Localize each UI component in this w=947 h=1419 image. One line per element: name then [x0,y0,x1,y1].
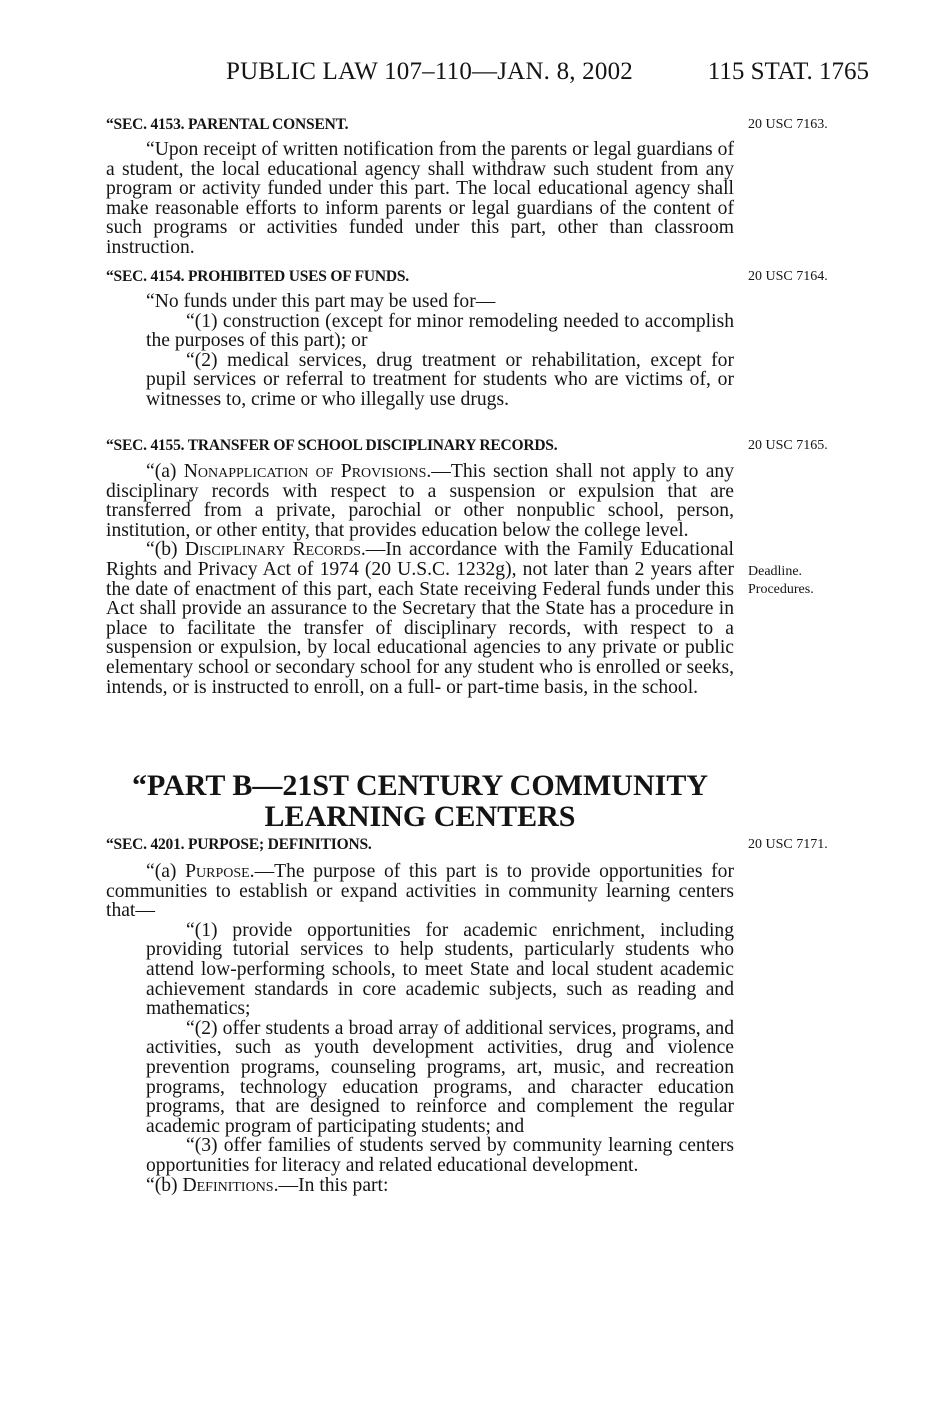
margin-note-usc-7164: 20 USC 7164. [748,269,828,284]
subsection-caption: Nonapplication of Provisions. [183,461,432,482]
list-item: “(2) medical services, drug treatment or rehabilitation, except for pupil services or referral to treatment for students who are victims of, or witnesses to, crime or who illegally use drugs. [146,349,734,410]
margin-note-procedures: Procedures. [748,582,814,597]
section-body-4153 [106,140,734,258]
list-item: “(1) provide opportunities for academic enrichment, including providing tutorial services to help students, particularly students who attend low-performing schools, to meet State and local student academic achievement standards in core academic subjects, such as reading and mathematics; [146,919,734,1020]
section-body-4154 [106,292,734,410]
subsection-b: “(b) Disciplinary Records.—In accordance with the Family Educational Rights and Privacy Act of 1974 (20 U.S.C. 1232g), not later than 2 years after the date of enactment of this part, each State receiving Federal funds under this Act shall provide an assurance to the Secretary that the State has a procedure in place to facilitate the transfer of disciplinary records, with respect to a suspension or expulsion, by local educational agencies to any private or public elementary school or secondary school for any student who is enrolled or seeks, intends, or is instructed to enroll, on a full- or part-time basis, in the school. [106,539,734,698]
subsection-a: “(a) Purpose.—The purpose of this part is to provide opportunities for communities to establish or expand activities in community learning centers that— [106,861,734,922]
list-item: “(2) offer students a broad array of additional services, programs, and activities, such as youth development activities, drug and violence prevention programs, counseling programs, art, music, and recreation programs, technology education programs, and character education programs, that are designed to reinforce and complement the regular academic program of participating students; and [146,1017,734,1137]
subsection-a: “(a) Nonapplication of Provisions.—This section shall not apply to any disciplinary records with respect to a suspension or expulsion that are transferred from a private, parochial or other nonpublic school, person, institution, or other entity, that provides education below the college level. [106,461,734,541]
paragraph: “No funds under this part may be used for— [146,291,496,312]
section-heading-4153: “SEC. 4153. PARENTAL CONSENT. [106,116,349,133]
margin-note-deadline: Deadline. [748,564,803,579]
section-heading-4154: “SEC. 4154. PROHIBITED USES OF FUNDS. [106,268,409,285]
section-body-4155 [106,462,734,697]
list-item: “(1) construction (except for minor remodeling needed to accomplish the purposes of this part); or [146,310,734,352]
running-header: PUBLIC LAW 107–110—JAN. 8, 2002 [226,58,633,85]
list-item: “(3) offer families of students served by community learning centers opportunities for literacy and related educational development. [146,1135,734,1176]
section-heading-4201: “SEC. 4201. PURPOSE; DEFINITIONS. [106,836,372,853]
page-citation: 115 STAT. 1765 [707,58,869,85]
part-title: “PART B—21ST CENTURY COMMUNITY LEARNING CENTERS [132,769,708,833]
subsection-caption: Disciplinary Records. [184,539,366,561]
margin-note-usc-7165: 20 USC 7165. [748,438,828,453]
paragraph: “Upon receipt of written notification from the parents or legal guardians of a student, the local educational agency shall withdraw such student from any program or activity funded under this part. The local educational agency shall make reasonable efforts to inform parents or legal guardians of the content of such programs or activities funded under this part, other than classroom instruction. [106,139,734,258]
margin-note-usc-7171: 20 USC 7171. [748,837,828,852]
subsection-caption: Definitions. [182,1174,279,1196]
margin-note-usc-7163: 20 USC 7163. [748,117,828,132]
section-heading-4155: “SEC. 4155. TRANSFER OF SCHOOL DISCIPLINARY RECORDS. [106,437,558,454]
section-body-4201 [106,862,734,1195]
subsection-caption: Purpose. [185,861,255,882]
subsection-b: “(b) Definitions.—In this part: [146,1174,389,1196]
